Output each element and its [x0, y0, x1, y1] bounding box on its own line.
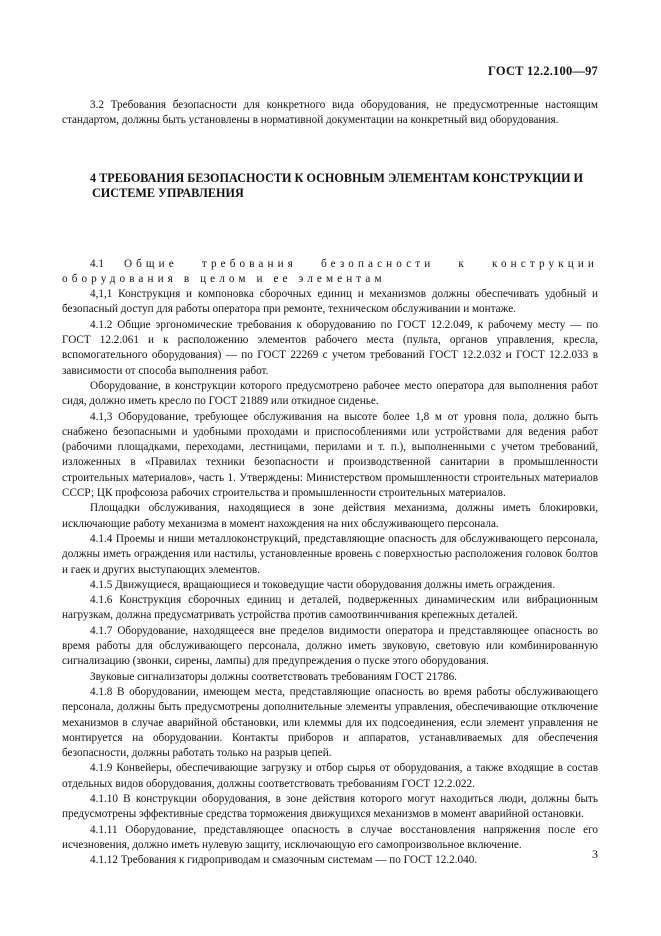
page-body [62, 98, 598, 868]
section-4-title-line1: 4 ТРЕБОВАНИЯ БЕЗОПАСНОСТИ К ОСНОВНЫМ ЭЛЕМЕНТАМ КОНСТРУКЦИИ И [90, 170, 583, 185]
section-4-title [62, 171, 598, 201]
paragraph-4-1-3-cont: Площадки обслуживания, находящиеся в зоне действия механизма, должны иметь блокировки, исключающие работу механизма в момент нахождения на них обслуживающего персонала. [62, 502, 598, 530]
document-code: ГОСТ 12.2.100—97 [488, 64, 598, 78]
paragraph-4-1-4: 4.1.4 Проемы и ниши металлоконструкций, представляющие опасность для обслуживающего персонала, должны иметь ограждения или настилы, установленные вровень с поверхностью расположения головок болтов и гаек и других выступающих элементов. [62, 532, 598, 576]
paragraph-4-1-2: 4.1.2 Общие эргономические требования к оборудованию по ГОСТ 12.2.049, к рабочему месту — по ГОСТ 12.2.061 и к расположению элементов рабочего места (пульта, органов управления, кресла, вспомогательного оборудования) — по ГОСТ 22269 с учетом требований ГОСТ 12.2.032 и ГОСТ 12.2.033 в зависимости от способа выполнения работ. [62, 318, 598, 377]
paragraph-4-1-5: 4.1.5 Движущиеся, вращающиеся и токоведущие части оборудования должны иметь ограждения. [90, 578, 556, 591]
subsection-4-1-heading [62, 257, 598, 288]
paragraph-4-1-12: 4.1.12 Требования к гидроприводам и смазочным системам — по ГОСТ 12.2.040. [90, 854, 478, 867]
paragraph-4-1-10: 4.1.10 В конструкции оборудования, в зоне действия которого могут находиться люди, должны быть предусмотрены эффективные средства торможения движущихся механизмов в момент аварийной остановки. [62, 792, 598, 821]
subsection-number: 4.1 [90, 257, 104, 270]
paragraph-3-2: 3.2 Требования безопасности для конкретного вида оборудования, не предусмотренные настоящим стандартом, должны быть установлены в нормативной документации на конкретный вид оборудования. [62, 99, 598, 127]
paragraph-4-1-1: 4,1,1 Конструкция и компоновка сборочных единиц и механизмов должны обеспечивать удобный и безопасный доступ для работы оператора при ремонте, техническом обслуживании и монтаже. [62, 288, 598, 316]
paragraph-4-1-11: 4.1.11 Оборудование, представляющее опасность в случае восстановления напряжения после его исчезновения, должно иметь нулевую защиту, исключающую его самопроизвольное включение. [62, 823, 598, 851]
paragraph-4-1-9: 4.1.9 Конвейеры, обеспечивающие загрузку и отбор сырья от оборудования, а также входящие в состав отдельных видов оборудования, должны соответствовать требованиям ГОСТ 12.2.022. [62, 762, 598, 790]
section-4-title-line2: СИСТЕМЕ УПРАВЛЕНИЯ [92, 185, 244, 200]
paragraph-4-1-8: 4.1.8 В оборудовании, имеющем места, представляющие опасность во время работы обслуживающего персонала, должны быть предусмотрены дополнительные элементы управления, обеспечивающие отключение механизмов в случае аварийной обстановки, или клеммы для их подсоединения, если элемент управления не монтируется на оборудовании. Контакты приборов и аппаратов, устанавливаемых для обеспечения безопасности, должны работать только на разрыв цепей. [62, 685, 598, 760]
paragraph-4-1-3: 4.1,3 Оборудование, требующее обслуживания на высоте более 1,8 м от уровня пола, должно быть снабжено безопасными и удобными проходами и приспособлениями или устройствами для ведения работ (рабочими площадками, переходами, лестницами, перилами и т. п.), выполненными с учетом требований, изложенных в «Правилах техники безопасности и производственной санитарии в промышленности строительных материалов», часть 1. Утверждены: Министерством промышленности строительных материалов СССР; ЦК профсоюза рабочих строительства и промышленности строительных материалов. [62, 410, 598, 500]
paragraph-4-1-2-cont: Оборудование, в конструкции которого предусмотрено рабочее место оператора для выполнения работ сидя, должно иметь кресло по ГОСТ 21889 или откидное сиденье. [62, 379, 598, 408]
subsection-title: Общие требования безопасности к конструкции оборудования в целом и ее элементам [62, 257, 598, 285]
page-number: 3 [592, 847, 598, 861]
paragraph-4-1-7: 4.1.7 Оборудование, находящееся вне пределов видимости оператора и представляющее опасность во время работы для обслуживающего персонала, должно иметь звуковую, световую или комбинированную сигнализацию (звонки, сирены, лампы) для предупреждения о пуске этого оборудования. [62, 624, 598, 668]
paragraph-4-1-6: 4.1.6 Конструкция сборочных единиц и деталей, подверженных динамическим или вибрационным нагрузкам, должна предусматривать устройства против самоотвинчивания крепежных деталей. [62, 594, 598, 622]
paragraph-4-1-7-cont: Звуковые сигнализаторы должны соответствовать требованиям ГОСТ 21786. [90, 670, 457, 683]
